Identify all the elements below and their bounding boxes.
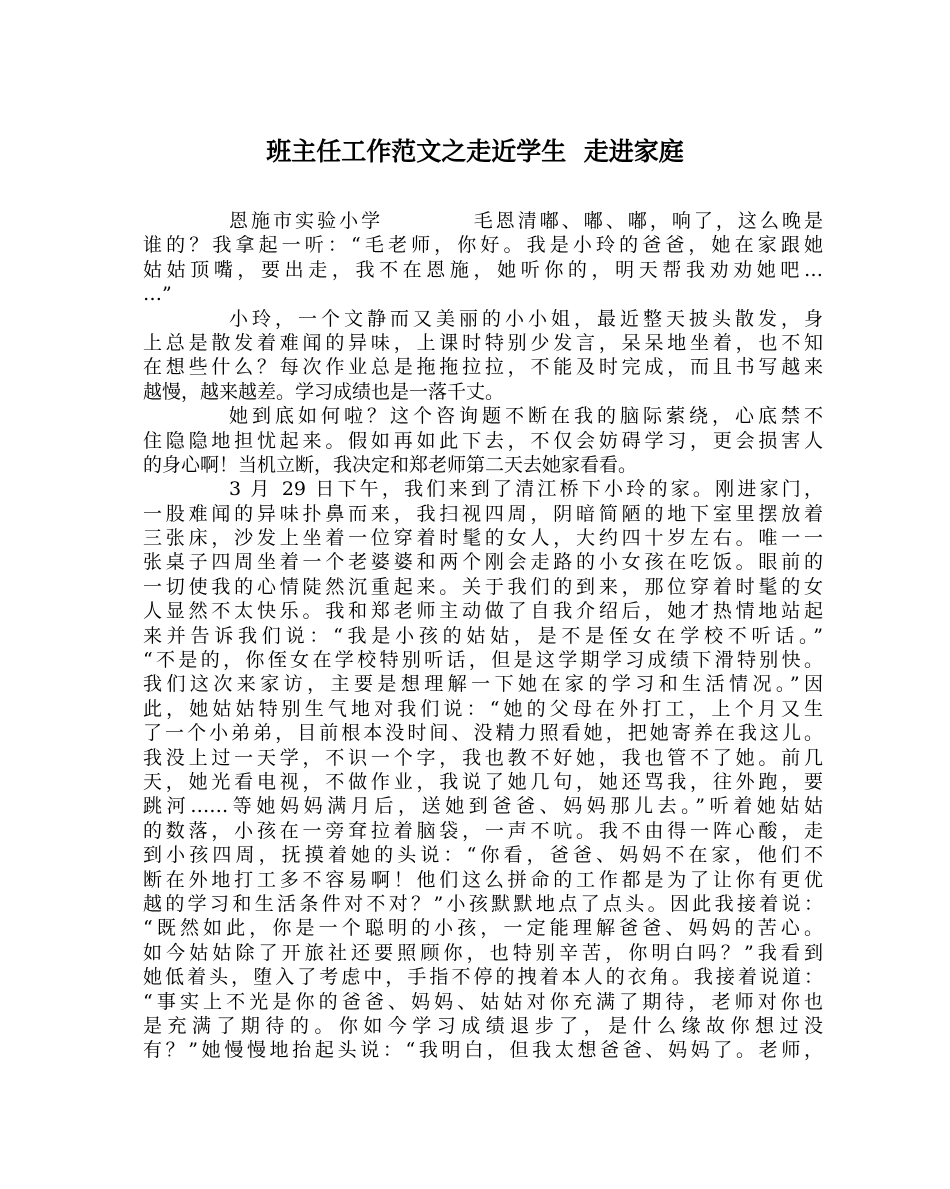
text-line: 有？”她慢慢地抬起头说：“我明白，但我太想爸爸、妈妈了。老师， bbox=[143, 1039, 823, 1062]
text-line: 了一个小弟弟，目前根本没时间、没精力照看她，把她寄养在我这儿。 bbox=[143, 722, 823, 745]
text-line: “既然如此，你是一个聪明的小孩，一定能理解爸爸、妈妈的苦心。 bbox=[143, 917, 823, 940]
text-line: “不是的，你侄女在学校特别听话，但是这学期学习成绩下滑特别快。 bbox=[143, 649, 823, 672]
text-line: 小玲，一个文静而又美丽的小小姐，最近整天披头散发，身 bbox=[229, 307, 823, 330]
text-line: 谁的？我拿起一听：“毛老师，你好。我是小玲的爸爸，她在家跟她 bbox=[143, 234, 823, 257]
text-line: 如今姑姑除了开旅社还要照顾你，也特别辛苦，你明白吗？”我看到 bbox=[143, 941, 823, 964]
text-line: 她到底如何啦？这个咨询题不断在我的脑际萦绕，心底禁不 bbox=[229, 405, 823, 428]
text-line: 一股难闻的异味扑鼻而来，我扫视四周，阴暗简陋的地下室里摆放着 bbox=[143, 502, 823, 525]
text-line: 的身心啊！当机立断，我决定和郑老师第二天去她家看看。 bbox=[143, 453, 638, 476]
text-line: 住隐隐地担忧起来。假如再如此下去，不仅会妨碍学习，更会损害人 bbox=[143, 429, 823, 452]
text-line: 恩施市实验小学 毛恩清嘟、嘟、嘟，响了，这么晚是 bbox=[229, 210, 823, 232]
text-line: 三张床，沙发上坐着一位穿着时髦的女人，大约四十岁左右。唯一一 bbox=[143, 527, 823, 550]
text-line: 3 月 29 日下午，我们来到了清江桥下小玲的家。刚进家门， bbox=[229, 478, 823, 501]
text-line: …” bbox=[143, 283, 172, 306]
document-title: 班主任工作范文之走近学生 走进家庭 bbox=[266, 137, 684, 166]
text-line: 到小孩四周，抚摸着她的头说：“你看，爸爸、妈妈不在家，他们不 bbox=[143, 844, 823, 867]
text-line: 天，她光看电视，不做作业，我说了她几句，她还骂我，往外跑，要 bbox=[143, 770, 823, 793]
text-line: 来并告诉我们说：“我是小孩的姑姑，是不是侄女在学校不听话。” bbox=[143, 624, 823, 647]
text-line: 是充满了期待的。你如今学习成绩退步了，是什么缘故你想过没 bbox=[143, 1014, 823, 1037]
text-line: 断在外地打工多不容易啊！他们这么拼命的工作都是为了让你有更优 bbox=[143, 868, 823, 891]
text-line: 我没上过一天学，不识一个字，我也教不好她，我也管不了她。前几 bbox=[143, 746, 823, 769]
text-line: 越的学习和生活条件对不对？”小孩默默地点了点头。因此我接着说： bbox=[143, 892, 823, 915]
text-line: 人显然不太快乐。我和郑老师主动做了自我介绍后，她才热情地站起 bbox=[143, 600, 823, 623]
text-line: 她低着头，堕入了考虑中，手指不停的拽着本人的衣角。我接着说道： bbox=[143, 966, 823, 989]
text-line: 此，她姑姑特别生气地对我们说：“她的父母在外打工，上个月又生 bbox=[143, 697, 823, 720]
text-line: 的数落，小孩在一旁耷拉着脑袋，一声不吭。我不由得一阵心酸，走 bbox=[143, 819, 823, 842]
text-line: 跳河……等她妈妈满月后，送她到爸爸、妈妈那儿去。”听着她姑姑 bbox=[143, 795, 823, 818]
document-body bbox=[143, 209, 823, 1063]
text-line: 越慢，越来越差。学习成绩也是一落千丈。 bbox=[143, 380, 505, 403]
text-line: 上总是散发着难闻的异味，上课时特别少发言，呆呆地坐着，也不知 bbox=[143, 331, 823, 354]
text-line: 一切使我的心情陡然沉重起来。关于我们的到来，那位穿着时髦的女 bbox=[143, 575, 823, 598]
text-line: 我们这次来家访，主要是想理解一下她在家的学习和生活情况。”因 bbox=[143, 673, 823, 696]
text-line: “事实上不光是你的爸爸、妈妈、姑姑对你充满了期待，老师对你也 bbox=[143, 990, 823, 1013]
text-line: 张桌子四周坐着一个老婆婆和两个刚会走路的小女孩在吃饭。眼前的 bbox=[143, 551, 823, 574]
text-line: 姑姑顶嘴，要出走，我不在恩施，她听你的，明天帮我劝劝她吧… bbox=[143, 258, 823, 281]
text-line: 在想些什么？每次作业总是拖拖拉拉，不能及时完成，而且书写越来 bbox=[143, 356, 823, 379]
